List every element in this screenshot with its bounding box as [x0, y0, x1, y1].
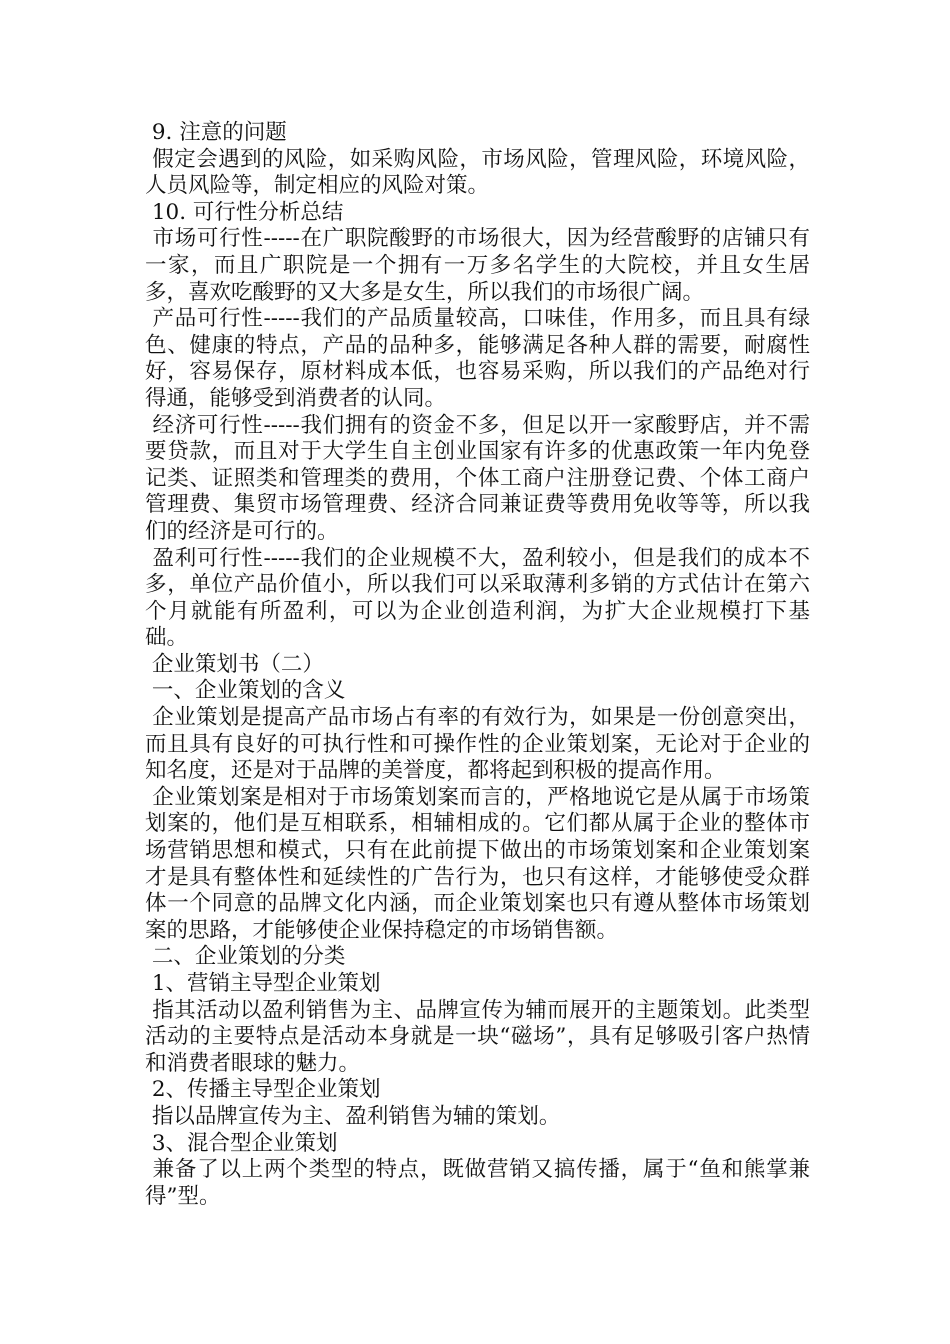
paragraph-risks: 假定会遇到的风险，如采购风险，市场风险，管理风险，环境风险，人员风险等，制定相应的风险对策。 — [145, 146, 810, 199]
subheading-communication-led: 2、传播主导型企业策划 — [145, 1077, 381, 1103]
document-subtitle: 企业策划书（二） — [145, 651, 324, 677]
paragraph-market-feasibility: 市场可行性-----在广职院酸野的市场很大，因为经营酸野的店铺只有一家，而且广职院是一个拥有一万多名学生的大院校，并且女生居多，喜欢吃酸野的又大多是女生，所以我们的市场很广阔。 — [145, 226, 811, 305]
paragraph-economic-feasibility: 经济可行性-----我们拥有的资金不多，但足以开一家酸野店，并不需要贷款，而且对于大学生自主创业国家有许多的优惠政策一年内免登记类、证照类和管理类的费用，个体工商户注册登记费、个体工商户管理费、集贸市场管理费、经济合同兼证费等费用免收等等，所以我们的经济是可行的。 — [145, 412, 811, 544]
paragraph-meaning-1: 企业策划是提高产品市场占有率的有效行为，如果是一份创意突出，而且具有良好的可执行性和可操作性的企业策划案，无论对于企业的知名度，还是对于品牌的美誉度，都将起到积极的提高作用。 — [145, 705, 810, 784]
paragraph-communication-led: 指以品牌宣传为主、盈利销售为辅的策划。 — [145, 1103, 561, 1129]
section-heading-meaning: 一、企业策划的含义 — [145, 678, 346, 704]
subheading-marketing-led: 1、营销主导型企业策划 — [145, 971, 381, 996]
document-body — [145, 120, 810, 1210]
section-heading-categories: 二、企业策划的分类 — [145, 944, 346, 970]
section-heading-feasibility-summary: 10. 可行性分析总结 — [145, 199, 344, 225]
paragraph-hybrid: 兼备了以上两个类型的特点，既做营销又搞传播，属于“鱼和熊掌兼得”型。 — [145, 1157, 810, 1209]
paragraph-profit-feasibility: 盈利可行性-----我们的企业规模不大，盈利较小，但是我们的成本不多，单位产品价值小，所以我们可以采取薄利多销的方式估计在第六个月就能有所盈利，可以为企业创造利润，为扩大企业规模打下基础。 — [145, 545, 811, 651]
section-heading-risks: 9. 注意的问题 — [145, 120, 287, 145]
paragraph-meaning-2: 企业策划案是相对于市场策划案而言的，严格地说它是从属于市场策划案的，他们是互相联系，相辅相成的。它们都从属于企业的整体市场营销思想和模式，只有在此前提下做出的市场策划案和企业策划案才是具有整体性和延续性的广告行为，也只有这样，才能够使受众群体一个同意的品牌文化内涵，而企业策划案也只有遵从整体市场策划案的思路，才能够使企业保持稳定的市场销售额。 — [145, 784, 810, 943]
paragraph-product-feasibility: 产品可行性-----我们的产品质量较高，口味佳，作用多，而且具有绿色、健康的特点，产品的品种多，能够满足各种人群的需要，耐腐性好，容易保存，原材料成本低，也容易采购，所以我们的产品绝对行得通，能够受到消费者的认同。 — [145, 306, 811, 411]
paragraph-marketing-led: 指其活动以盈利销售为主、品牌宣传为辅而展开的主题策划。此类型活动的主要特点是活动本身就是一块“磁场”，具有足够吸引客户热情和消费者眼球的魅力。 — [145, 997, 810, 1076]
subheading-hybrid: 3、混合型企业策划 — [145, 1130, 338, 1156]
